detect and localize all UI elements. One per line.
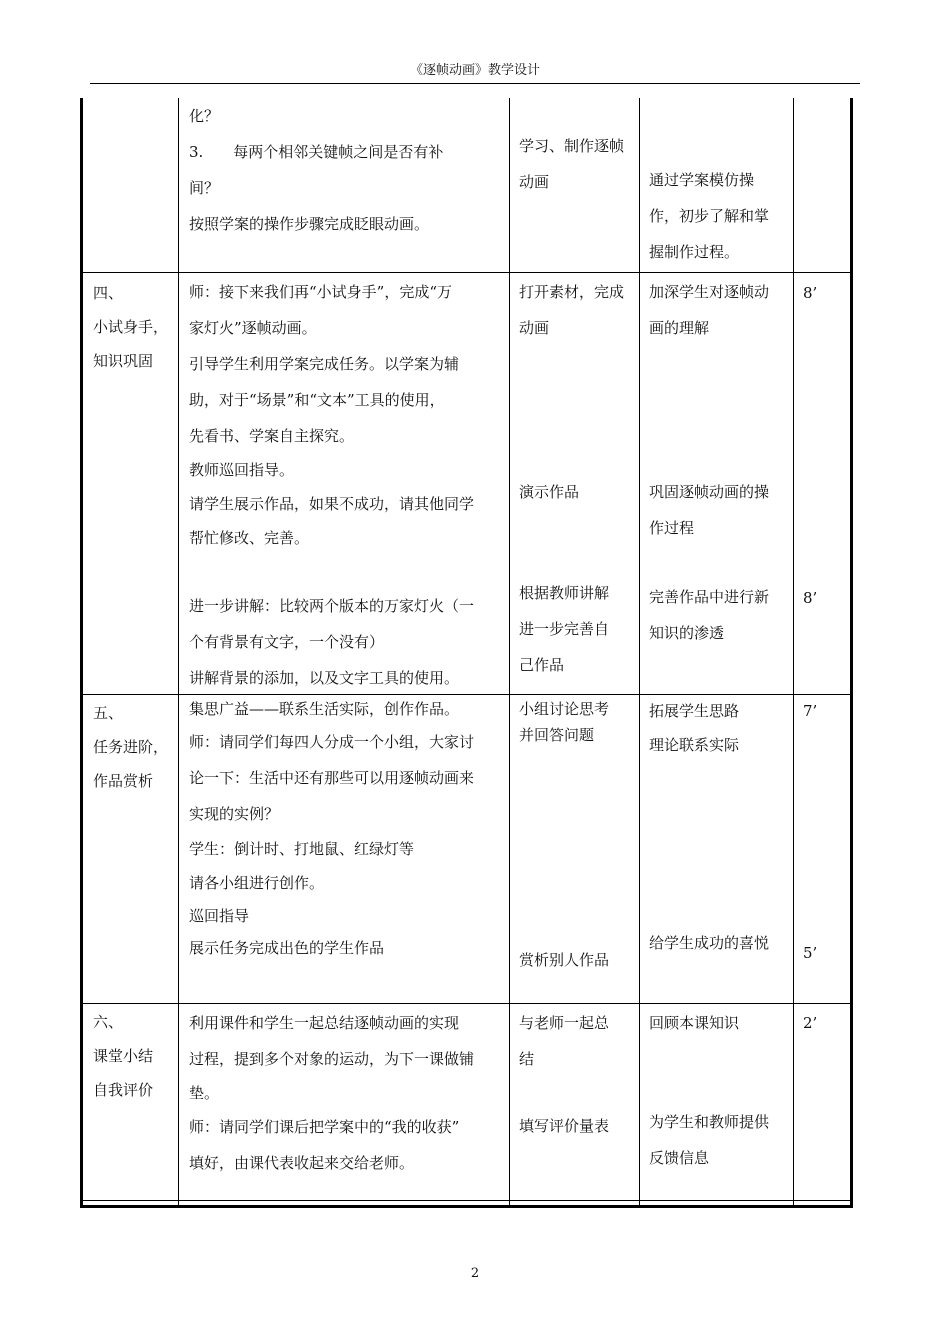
text-line: 小组讨论思考 [519, 700, 610, 718]
page-header: 《逐帧动画》教学设计 [409, 63, 540, 78]
text-line: 巩固逐帧动画的操 [649, 483, 770, 501]
teacher-activity-4b [189, 588, 505, 696]
time-4b: 8’ [803, 589, 818, 607]
page-number: 2 [470, 1266, 480, 1281]
text-line: 师：接下来我们再“小试身手”，完成“万 [189, 283, 453, 301]
text-line: 助，对于“场景”和“文本”工具的使用， [189, 391, 445, 409]
design-intent-4b [649, 474, 791, 546]
time-4a: 8’ [803, 284, 818, 302]
design-intent-4a [649, 274, 791, 346]
student-activity-1 [519, 128, 637, 200]
text-line: 反馈信息 [649, 1149, 710, 1167]
col-divider [639, 98, 640, 1205]
design-intent-1 [649, 162, 791, 270]
teacher-activity-4a [189, 274, 505, 554]
text-line: 实现的实例？ [189, 805, 280, 823]
text-line: 化？ [189, 107, 220, 125]
student-activity-4c [519, 575, 637, 683]
text-line: 拓展学生思路 [649, 702, 740, 720]
text-line: 动画 [519, 319, 550, 337]
text-line: 先看书、学案自主探究。 [189, 427, 355, 445]
student-activity-4b [519, 474, 637, 510]
design-intent-6b [649, 1104, 791, 1176]
lesson-table [80, 98, 853, 1208]
text-line: 五、 [93, 704, 124, 722]
text-line: 帮忙修改、完善。 [189, 529, 310, 547]
text-line: 个有背景有文字，一个没有） [189, 633, 385, 651]
text-line: 握制作过程。 [649, 243, 740, 261]
design-intent-5b [649, 925, 791, 961]
text-line: 四、 [93, 284, 124, 302]
text-line: 3. 每两个相邻关键帧之间是否有补 [189, 143, 444, 161]
text-line: 为学生和教师提供 [649, 1113, 770, 1131]
text-line: 讲解背景的添加，以及文字工具的使用。 [189, 669, 460, 687]
text-line: 展示任务完成出色的学生作品 [189, 939, 385, 957]
text-line: 作品赏析 [93, 772, 154, 790]
text-line: 作，初步了解和掌 [649, 207, 770, 225]
time-5a: 7’ [803, 702, 818, 720]
teacher-activity-1 [189, 98, 501, 242]
text-line: 引导学生利用学案完成任务。以学案为辅 [189, 355, 460, 373]
text-line: 垫。 [189, 1084, 220, 1102]
text-line: 知识巩固 [93, 352, 154, 370]
text-line: 演示作品 [519, 483, 580, 501]
student-activity-5a [519, 696, 637, 748]
header-rule [90, 83, 860, 84]
text-line: 知识的渗透 [649, 624, 725, 642]
text-line: 间？ [189, 179, 220, 197]
time-5b: 5’ [803, 944, 818, 962]
design-intent-6a [649, 1005, 791, 1041]
text-line: 论一下：生活中还有那些可以用逐帧动画来 [189, 769, 475, 787]
text-line: 作过程 [649, 519, 695, 537]
col-divider [793, 98, 794, 1205]
text-line: 给学生成功的喜悦 [649, 934, 770, 952]
col-divider [509, 98, 510, 1205]
design-intent-5a [649, 694, 791, 762]
stage-6 [93, 1005, 177, 1107]
table-bottom-inner-rule [83, 1200, 850, 1201]
teacher-activity-6 [189, 1005, 505, 1181]
student-activity-6b [519, 1108, 637, 1144]
text-line: 学习、制作逐帧 [519, 137, 625, 155]
text-line: 任务进阶， [93, 738, 169, 756]
text-line: 加深学生对逐帧动 [649, 283, 770, 301]
text-line: 己作品 [519, 656, 565, 674]
text-line: 学生：倒计时、打地鼠、红绿灯等 [189, 840, 415, 858]
text-line: 过程，提到多个对象的运动，为下一课做铺 [189, 1050, 475, 1068]
text-line: 利用课件和学生一起总结逐帧动画的实现 [189, 1014, 460, 1032]
text-line: 画的理解 [649, 319, 710, 337]
text-line: 完善作品中进行新 [649, 588, 770, 606]
text-line: 根据教师讲解 [519, 584, 610, 602]
text-line: 并回答问题 [519, 726, 595, 744]
text-line: 与老师一起总 [519, 1014, 610, 1032]
text-line: 小试身手， [93, 318, 169, 336]
text-line: 按照学案的操作步骤完成眨眼动画。 [189, 215, 430, 233]
text-line: 课堂小结 [93, 1047, 154, 1065]
row-divider [83, 272, 850, 273]
col-divider [178, 98, 179, 1205]
row-divider [83, 1003, 850, 1004]
text-line: 进一步讲解：比较两个版本的万家灯火（一 [189, 597, 475, 615]
text-line: 请各小组进行创作。 [189, 874, 325, 892]
text-line: 集思广益——联系生活实际，创作作品。 [189, 700, 460, 718]
text-line: 结 [519, 1050, 535, 1068]
text-line: 填写评价量表 [519, 1117, 610, 1135]
text-line: 家灯火”逐帧动画。 [189, 319, 317, 337]
time-6a: 2’ [803, 1014, 818, 1032]
text-line: 请学生展示作品，如果不成功，请其他同学 [189, 495, 475, 513]
student-activity-5b [519, 942, 637, 978]
text-line: 赏析别人作品 [519, 951, 610, 969]
text-line: 进一步完善自 [519, 620, 610, 638]
text-line: 教师巡回指导。 [189, 461, 295, 479]
text-line: 动画 [519, 173, 550, 191]
student-activity-4a [519, 274, 637, 346]
text-line: 填好，由课代表收起来交给老师。 [189, 1154, 415, 1172]
stage-4 [93, 276, 177, 378]
text-line: 打开素材，完成 [519, 283, 625, 301]
design-intent-4c [649, 579, 791, 651]
text-line: 师：请同学们每四人分成一个小组，大家讨 [189, 733, 475, 751]
text-line: 回顾本课知识 [649, 1014, 740, 1032]
text-line: 六、 [93, 1013, 124, 1031]
stage-5 [93, 696, 177, 798]
student-activity-6a [519, 1005, 637, 1077]
text-line: 通过学案模仿操 [649, 171, 755, 189]
text-line: 自我评价 [93, 1081, 154, 1099]
text-line: 理论联系实际 [649, 736, 740, 754]
text-line: 巡回指导 [189, 907, 250, 925]
text-line: 师：请同学们课后把学案中的“我的收获” [189, 1118, 460, 1136]
teacher-activity-5 [189, 694, 505, 964]
